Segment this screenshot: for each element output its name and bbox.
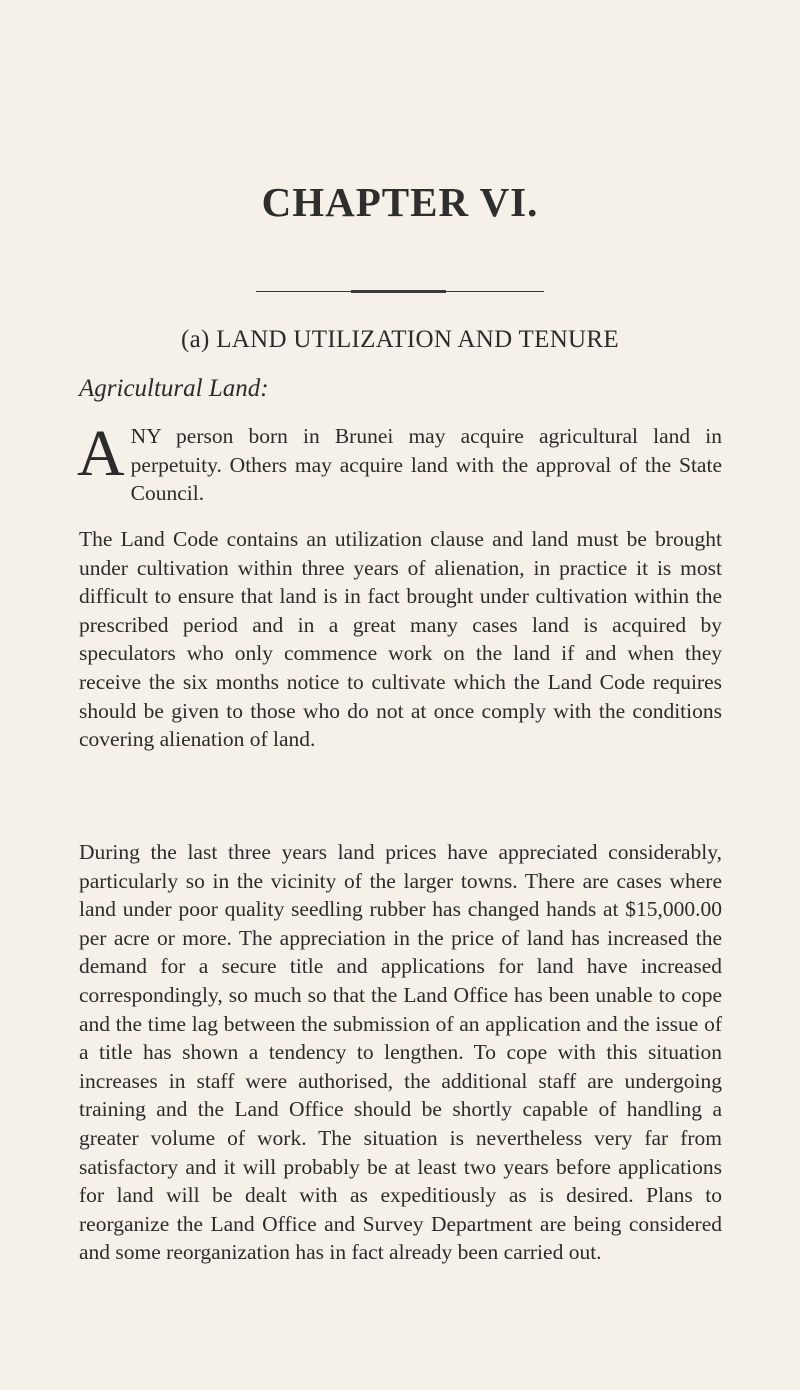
paragraph-1: [77, 417, 722, 508]
section-title: (a) LAND UTILIZATION AND TENURE: [181, 326, 619, 353]
drop-cap: A: [77, 417, 125, 490]
section-divider: [256, 291, 544, 292]
paragraph-2: The Land Code contains an utilization clause and land must be brought under cultivation within three years of alienation, in practice it is most difficult to ensure that land is in fact brought under cultivation within the prescribed period and in a great many cases land is acquired by speculators who only commence work on the land if and when they receive the six months notice to cultivate which the Land Code requires should be given to those who do not at once comply with the conditions covering alienation of land.: [79, 527, 722, 752]
subheading-agricultural-land: Agricultural Land:: [79, 375, 269, 402]
paragraph-1-text: NY person born in Brunei may acquire agricultural land in perpetuity. Others may acquire land with the approval of the State Council.: [130, 424, 722, 506]
paragraph-3: During the last three years land prices have appreciated considerably, particularly so in the vicinity of the larger towns. There are cases where land under poor quality seedling rubber has changed hands at $15,000.00 per acre or more. The appreciation in the price of land has increased the demand for a secure title and applications for land have increased correspondingly, so much so that the Land Office has been unable to cope and the time lag between the submission of an application and the issue of a title has shown a tendency to lengthen. To cope with this situation increases in staff were authorised, the additional staff are undergoing training and the Land Office should be shortly capable of handling a greater volume of work. The situation is nevertheless very far from satisfactory and it will probably be at least two years before applications for land will be dealt with as expeditiously as is desired. Plans to reorganize the Land Office and Survey Department are being considered and some reorganization has in fact already been carried out.: [79, 840, 722, 1265]
chapter-title: CHAPTER VI.: [261, 179, 539, 225]
